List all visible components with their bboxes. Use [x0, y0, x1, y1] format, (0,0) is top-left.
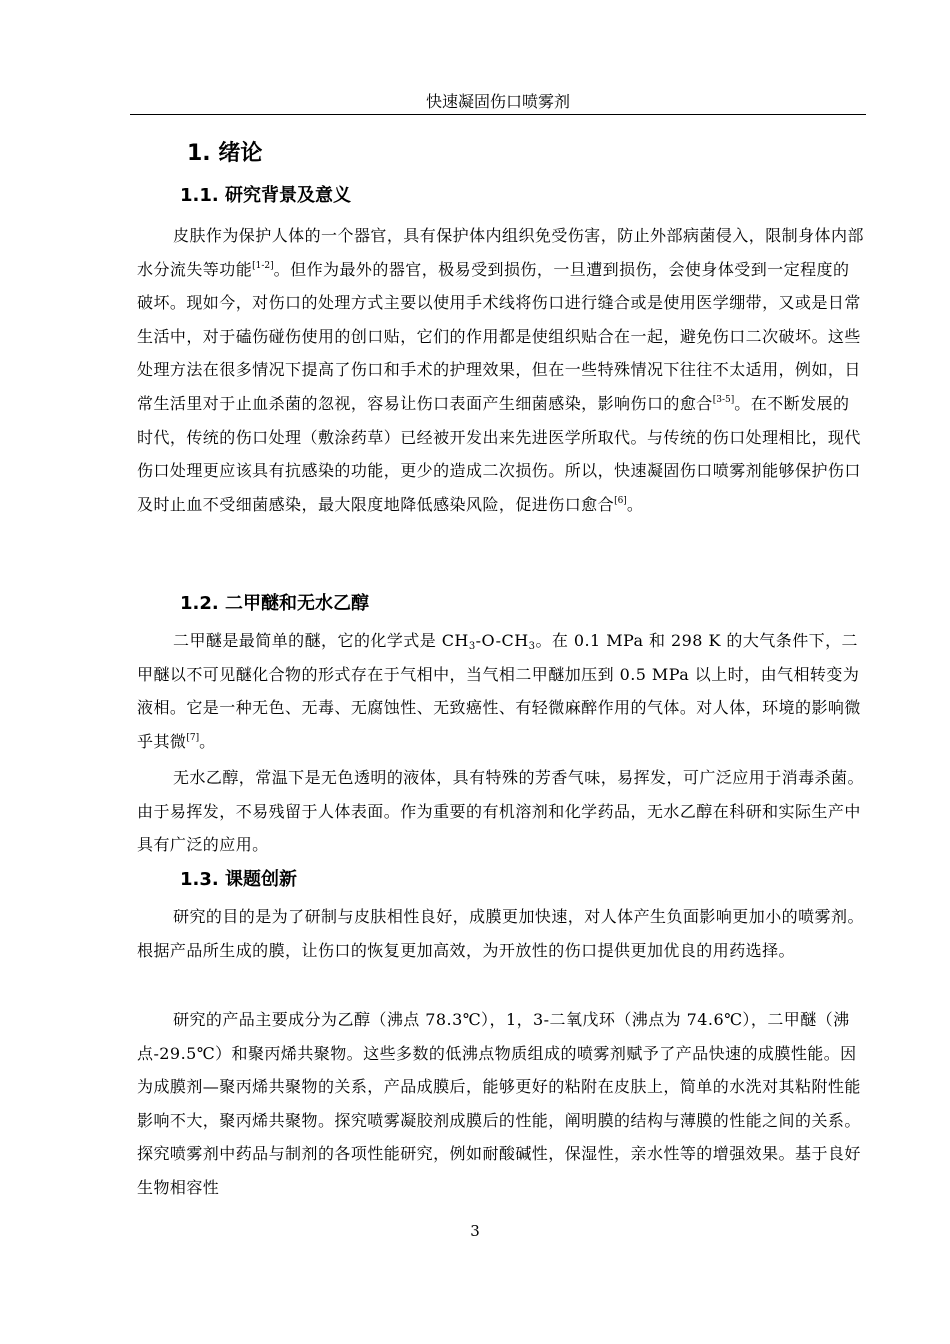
citation: [1-2] — [252, 260, 274, 271]
paragraph-text: 。 — [626, 494, 644, 514]
citation: [7] — [186, 732, 200, 743]
citation: [6] — [614, 495, 627, 506]
paragraph-dme — [137, 624, 864, 758]
citation: [3-5] — [712, 394, 735, 405]
section-heading-background: 1.1. 研究背景及意义 — [180, 185, 351, 206]
paragraph-innovation-purpose: 研究的目的是为了研制与皮肤相性良好，成膜更加快速，对人体产生负面影响更加小的喷雾剂。根据产品所生成的膜，让伤口的恢复更加高效，为开放性的伤口提供更加优良的用药选择。 — [137, 907, 864, 960]
paragraph-text: 。 — [199, 731, 216, 751]
paragraph-text: 皮肤作为保护人体的一个器官，具有保护体内组织免受伤害，防止外部病菌侵入，限制身体内部水分流失等功能 — [137, 226, 864, 279]
paragraph-innovation-composition: 研究的产品主要成分为乙醇（沸点 78.3℃），1，3-二氧戊环（沸点为 74.6℃），二甲醚（沸点-29.5℃）和聚丙烯共聚物。这些多数的低沸点物质组成的喷雾剂赋予了产品快速的成膜性能。因为成膜剂—聚丙烯共聚物的关系，产品成膜后，能够更好的粘附在皮肤上，简单的水洗对其粘附性能影响不大，聚丙烯共聚物。探究喷雾凝胶剂成膜后的性能，阐明膜的结构与薄膜的性能之间的关系。探究喷雾剂中药品与制剂的各项性能研究，例如耐酸碱性，保湿性，亲水性等的增强效果。基于良好生物相容性 — [137, 1010, 861, 1197]
paragraph-text: 。但作为最外的器官，极易受到损伤，一旦遭到损伤，会使身体受到一定程度的破坏。现如今，对伤口的处理方式主要以使用手术线将伤口进行缝合或是使用医学绷带，又或是日常生活中，对于磕伤碰伤使用的创口贴，它们的作用都是使组织贴合在一起，避免伤口二次破坏。这些处理方法在很多情况下提高了伤口和手术的护理效果，但在一些特殊情况下往往不太适用，例如，日常生活里对于止血杀菌的忽视，容易让伤口表面产生细菌感染，影响伤口的愈合 — [137, 259, 861, 413]
paragraph-text: 二甲醚是最简单的醚，它的化学式是 CH — [173, 631, 469, 650]
header-rule — [130, 114, 866, 115]
running-header: 快速凝固伤口喷雾剂 — [425, 92, 570, 111]
subscript: 3 — [528, 641, 536, 652]
page-number: 3 — [470, 1222, 480, 1240]
paragraph-ethanol: 无水乙醇，常温下是无色透明的液体，具有特殊的芳香气味，易挥发，可广泛应用于消毒杀菌。由于易挥发，不易残留于人体表面。作为重要的有机溶剂和化学药品，无水乙醇在科研和实际生产中具有广泛的应用。 — [137, 768, 864, 855]
section-heading-innovation: 1.3. 课题创新 — [180, 869, 297, 890]
chapter-title: 1. 绪论 — [187, 141, 263, 166]
subscript: 3 — [468, 641, 476, 652]
paragraph-background — [137, 219, 864, 521]
section-heading-dme-ethanol: 1.2. 二甲醚和无水乙醇 — [180, 593, 369, 614]
paragraph-text: 。在不断发展的时代，传统的伤口处理（敷涂药草）已经被开发出来先进医学所取代。与传统的伤口处理相比，现代伤口处理更应该具有抗感染的功能，更少的造成二次损伤。所以，快速凝固伤口喷雾剂能够保护伤口及时止血不受细菌感染，最大限度地降低感染风险，促进伤口愈合 — [137, 393, 861, 514]
paragraph-text: -O-CH — [475, 631, 529, 650]
paragraph-text: 。在 0.1 MPa 和 298 K 的大气条件下，二甲醚以不可见醚化合物的形式存在于气相中，当气相二甲醚加压到 0.5 MPa 以上时，由气相转变为液相。它是一种无色、无毒、无腐蚀性、无致癌性、有轻微麻醉作用的气体。对人体，环境的影响微乎其微 — [137, 631, 861, 751]
